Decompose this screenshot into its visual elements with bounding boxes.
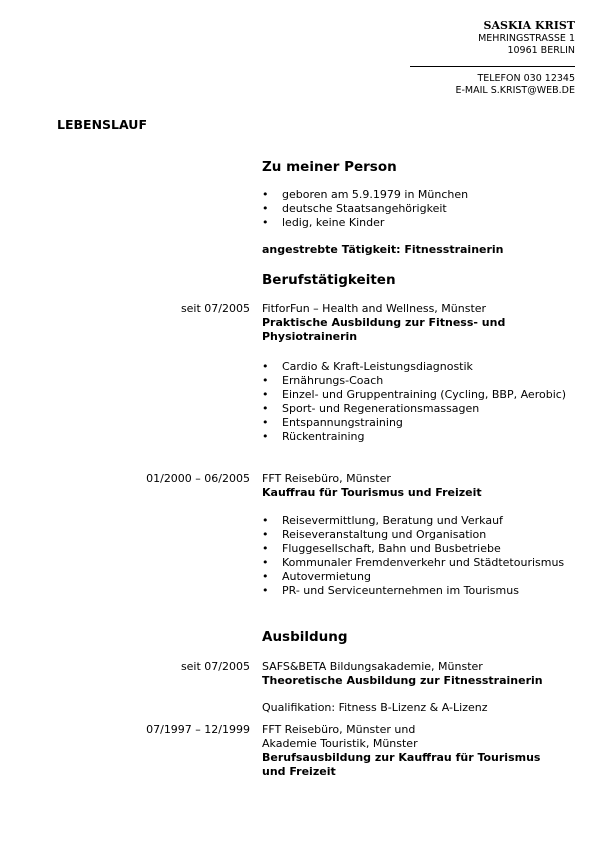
address-street: MEHRINGSTRASSE 1 [478, 33, 575, 44]
program: Theoretische Ausbildung zur Fitnesstrainerin [262, 674, 543, 687]
list-item: • geboren am 5.9.1979 in München [262, 188, 572, 202]
program: Berufsausbildung zur Kauffrau für Tourismus und Freizeit [262, 751, 541, 778]
header-divider [410, 66, 575, 67]
contact-info [455, 73, 575, 98]
institution: SAFS&BETA Bildungsakademie, Münster [262, 660, 483, 673]
institution: FFT Reisebüro, Münster und Akademie Touristik, Münster [262, 723, 418, 750]
employer: FFT Reisebüro, Münster [262, 472, 391, 485]
list-item: • Reisevermittlung, Beratung und Verkauf [262, 514, 572, 528]
list-item: • Reiseveranstaltung und Organisation [262, 528, 572, 542]
education-entry [146, 723, 600, 779]
list-item: • Einzel- und Gruppentraining (Cycling, BBP, Aerobic) [262, 388, 572, 402]
education-entry [180, 660, 600, 715]
entry-date: 01/2000 – 06/2005 [146, 472, 250, 485]
list-item: • Entspannungstraining [262, 416, 572, 430]
cv-content [0, 158, 600, 779]
section-title-education: Ausbildung [262, 629, 348, 645]
address-city: 10961 BERLIN [507, 45, 575, 57]
section-title-work: Berufstätigkeiten [262, 272, 396, 288]
work-entry [146, 472, 600, 598]
list-item: • PR- und Serviceunternehmen im Tourismus [262, 584, 572, 598]
job-role: Praktische Ausbildung zur Fitness- und Physiotrainerin [262, 316, 506, 343]
cv-header [478, 19, 575, 58]
list-item: • Autovermietung [262, 570, 572, 584]
qualification: Qualifikation: Fitness B-Lizenz & A-Lizenz [262, 701, 488, 714]
task-list [262, 514, 600, 598]
list-item: • Cardio & Kraft-Leistungsdiagnostik [262, 360, 572, 374]
email-address: E-MAIL S.KRIST@WEB.DE [455, 85, 575, 97]
work-entry [180, 302, 600, 444]
list-item: • ledig, keine Kinder [262, 216, 572, 230]
entry-date: 07/1997 – 12/1999 [146, 723, 250, 736]
applicant-name: SASKIA KRIST [483, 19, 575, 32]
task-list [262, 360, 600, 444]
person-details [262, 188, 600, 257]
list-item: • Sport- und Regenerationsmassagen [262, 402, 572, 416]
document-title: LEBENSLAUF [57, 117, 147, 132]
employer: FitforFun – Health and Wellness, Münster [262, 302, 487, 315]
personal-facts-list [262, 188, 600, 230]
list-item: • Kommunaler Fremdenverkehr und Städtetourismus [262, 556, 572, 570]
list-item: • deutsche Staatsangehörigkeit [262, 202, 572, 216]
job-role: Kauffrau für Tourismus und Freizeit [262, 486, 482, 499]
entry-date: seit 07/2005 [180, 660, 250, 673]
list-item: • Rückentraining [262, 430, 572, 444]
target-job: angestrebte Tätigkeit: Fitnesstrainerin [262, 243, 504, 256]
phone-number: TELEFON 030 12345 [477, 73, 575, 84]
list-item: • Fluggesellschaft, Bahn und Busbetriebe [262, 542, 572, 556]
section-title-person: Zu meiner Person [262, 159, 397, 175]
list-item: • Ernährungs-Coach [262, 374, 572, 388]
entry-date: seit 07/2005 [180, 302, 250, 315]
